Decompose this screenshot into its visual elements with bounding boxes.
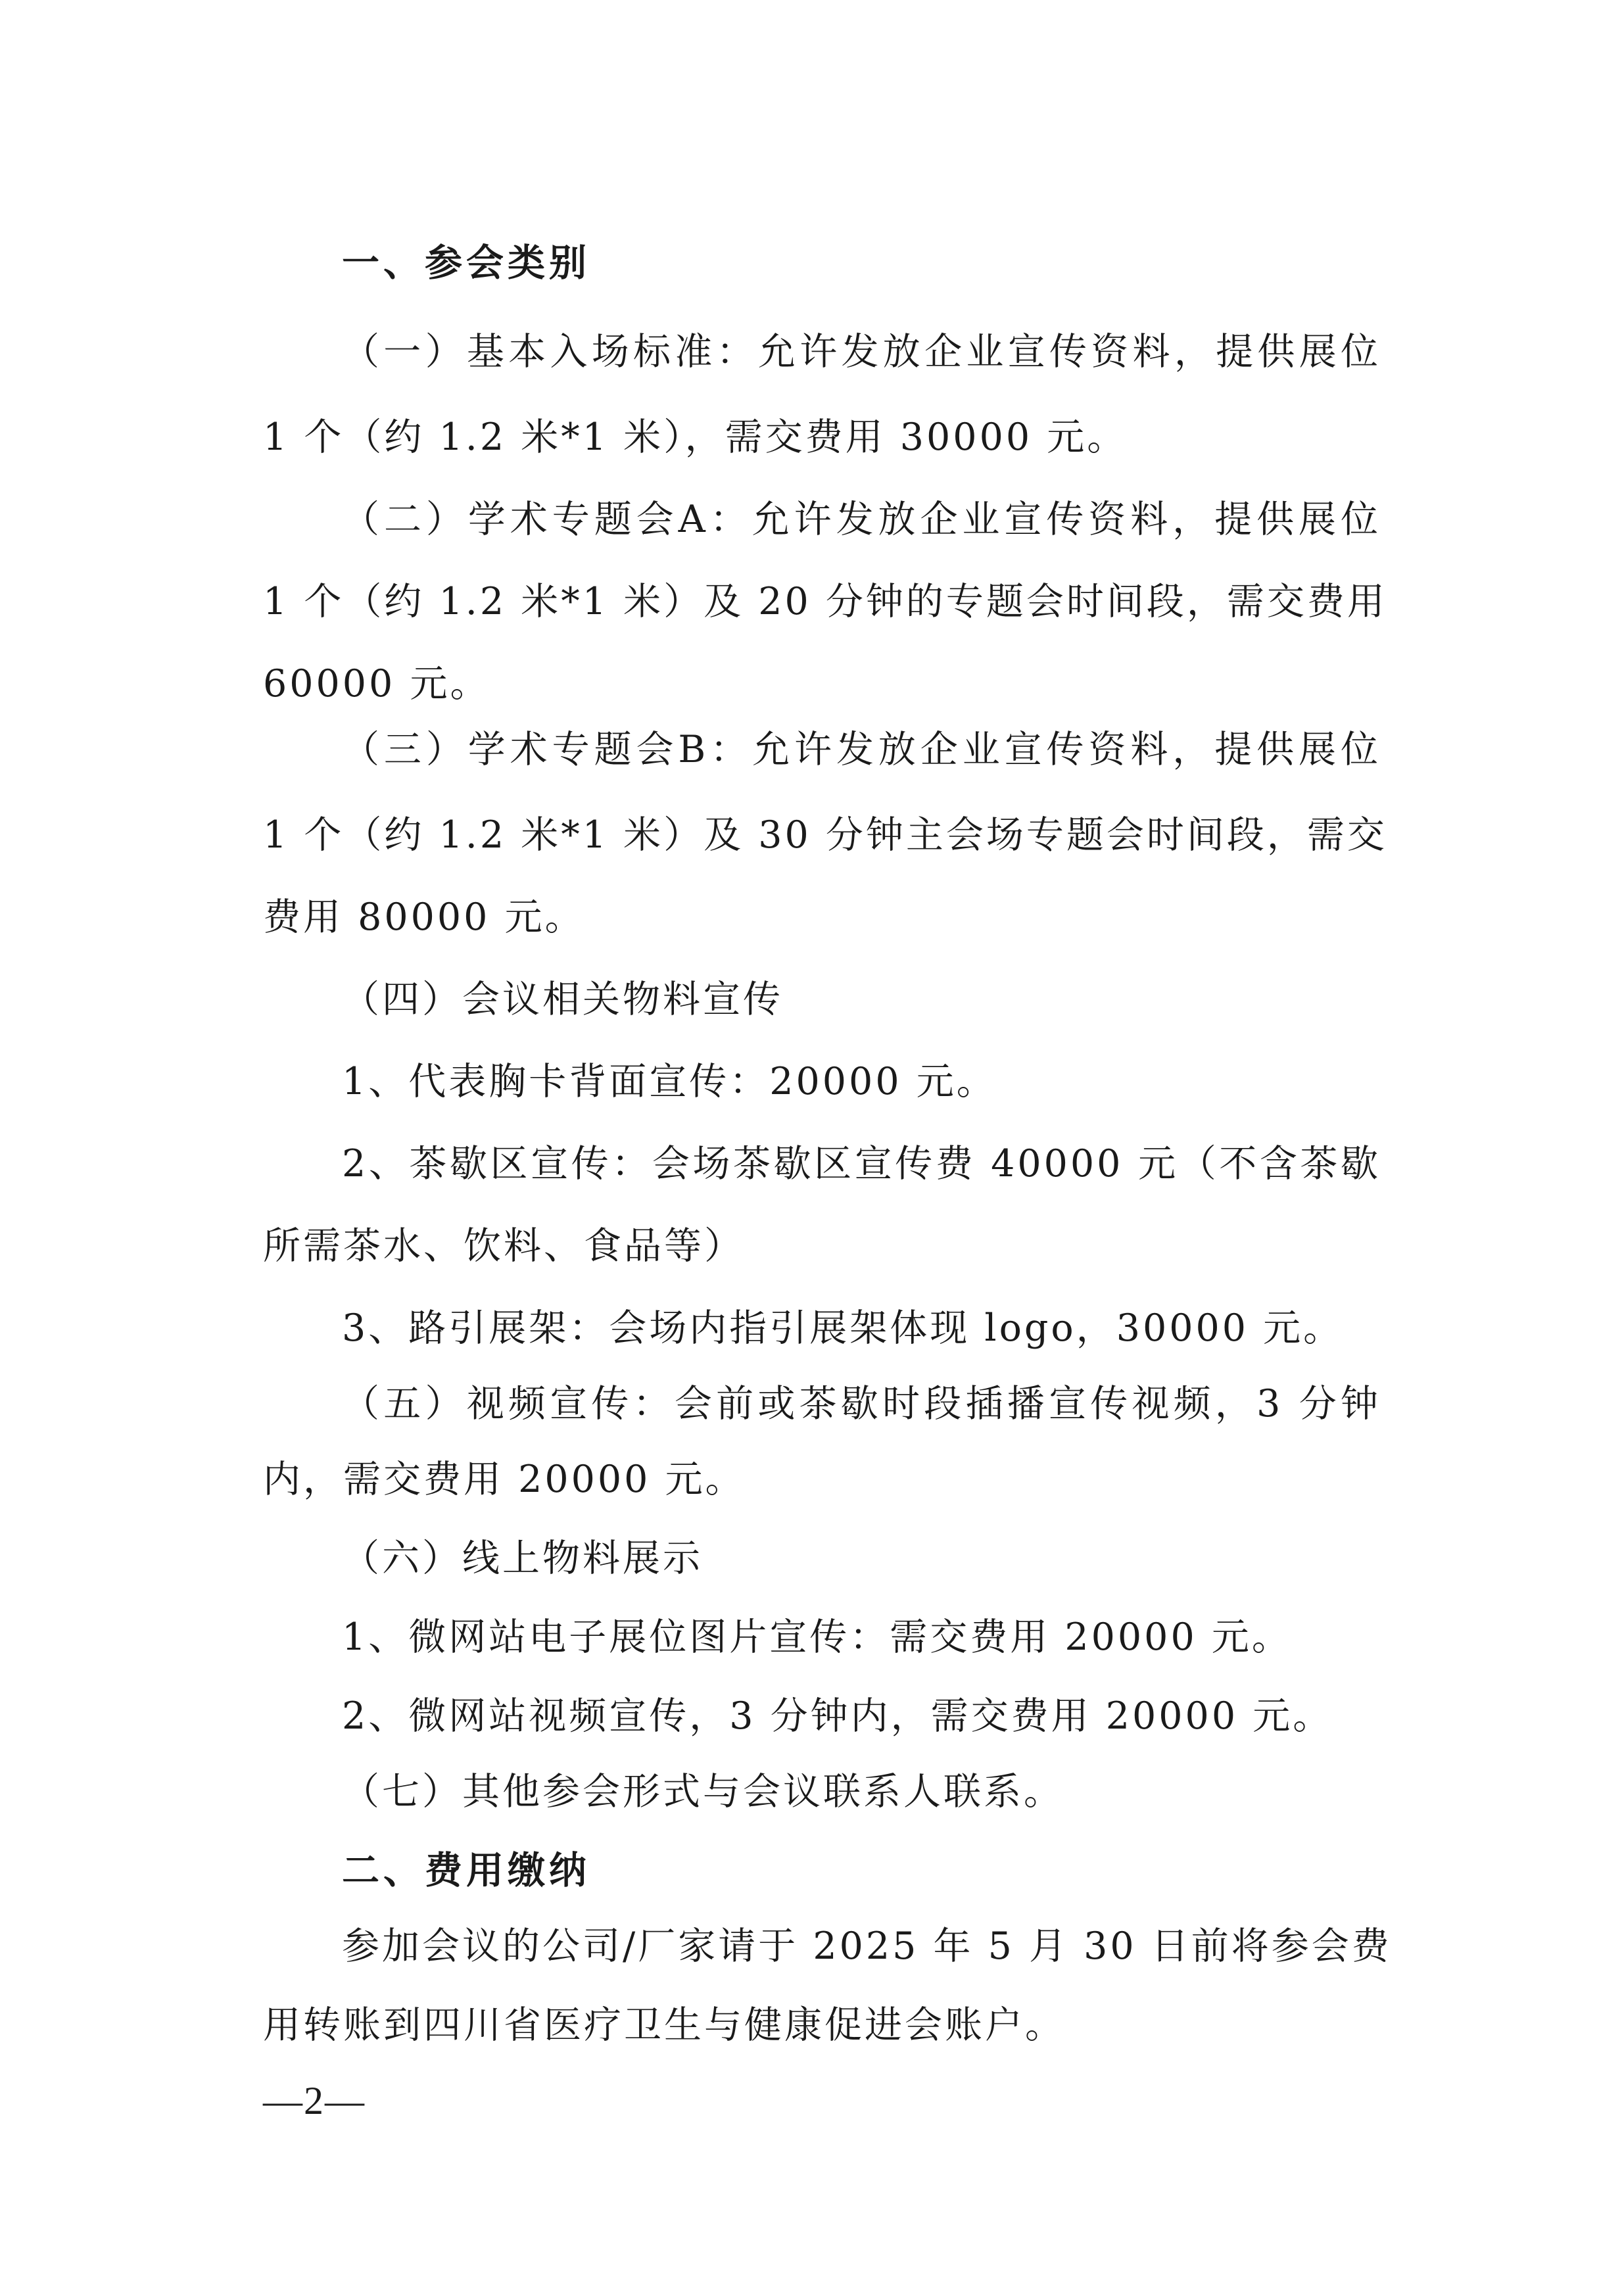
item6-sub2: 2、微网站视频宣传，3 分钟内，需交费用 20000 元。 — [342, 1694, 1333, 1738]
item3-line1: （三）学术专题会B：允许发放企业宣传资料，提供展位 — [342, 728, 1381, 771]
item1-line1: （一）基本入场标准：允许发放企业宣传资料，提供展位 — [342, 330, 1381, 373]
item3-line3: 费用 80000 元。 — [263, 896, 585, 939]
item3-line2: 1 个（约 1.2 米*1 米）及 30 分钟主会场专题会时间段，需交 — [263, 813, 1387, 857]
item4-title: （四）会议相关物料宣传 — [342, 978, 783, 1021]
section2-line1: 参加会议的公司/厂家请于 2025 年 5 月 30 日前将参会费 — [342, 1925, 1392, 1968]
item7: （七）其他参会形式与会议联系人联系。 — [342, 1770, 1064, 1813]
item1-line2: 1 个（约 1.2 米*1 米），需交费用 30000 元。 — [263, 416, 1128, 459]
section1-heading: 一、参会类别 — [342, 241, 590, 285]
item6-sub1: 1、微网站电子展位图片宣传：需交费用 20000 元。 — [342, 1615, 1292, 1659]
item4-sub1: 1、代表胸卡背面宣传：20000 元。 — [342, 1060, 997, 1103]
item2-line2: 1 个（约 1.2 米*1 米）及 20 分钟的专题会时间段，需交费用 — [263, 580, 1387, 623]
item6-title: （六）线上物料展示 — [342, 1537, 703, 1580]
section2-line2: 用转账到四川省医疗卫生与健康促进会账户。 — [263, 2003, 1065, 2047]
item5-line2: 内，需交费用 20000 元。 — [263, 1458, 746, 1501]
item2-line1: （二）学术专题会A：允许发放企业宣传资料，提供展位 — [342, 498, 1381, 541]
page-number: —2— — [263, 2079, 366, 2122]
section2-heading: 二、费用缴纳 — [342, 1849, 590, 1892]
item4-sub2-line2: 所需茶水、饮料、食品等） — [263, 1224, 744, 1268]
item5-line1: （五）视频宣传：会前或茶歇时段插播宣传视频，3 分钟 — [342, 1382, 1381, 1425]
item4-sub2-line1: 2、茶歇区宣传：会场茶歇区宣传费 40000 元（不含茶歇 — [342, 1142, 1381, 1185]
item2-line3: 60000 元。 — [263, 662, 490, 706]
item4-sub3: 3、路引展架：会场内指引展架体现 logo，30000 元。 — [342, 1306, 1344, 1350]
